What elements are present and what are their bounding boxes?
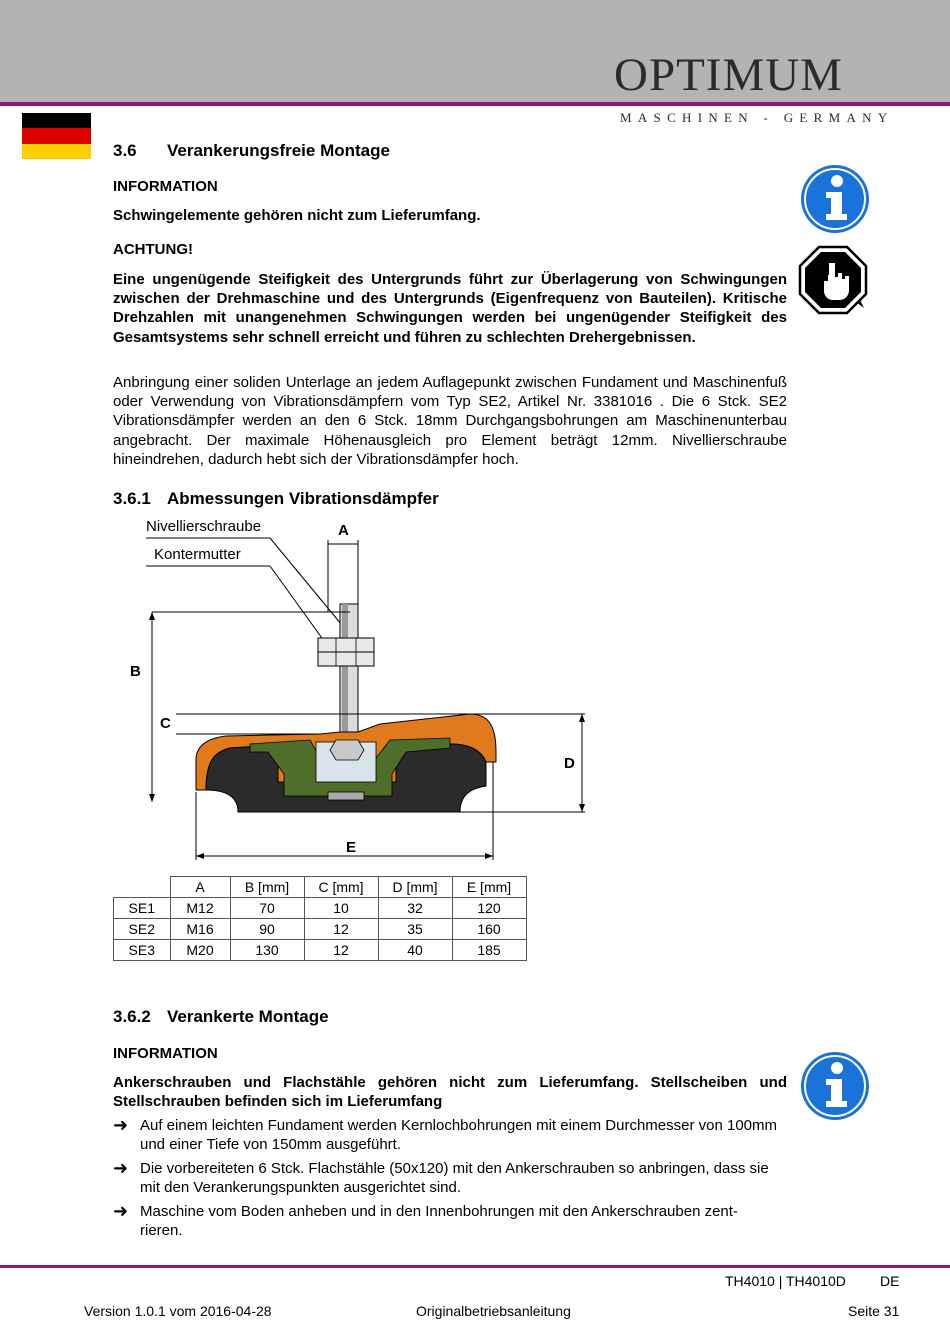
info-text: Schwingelemente gehören nicht zum Lieferumfang. (113, 207, 481, 224)
label-kontermutter: Kontermutter (154, 546, 241, 563)
warning-hand-icon (798, 245, 868, 315)
table-cell: 10 (304, 898, 378, 919)
warning-text: Eine ungenügende Steifigkeit des Untergrunds führt zur Überlagerung von Schwingungen zwischen der Drehmaschine und des Untergrunds (Eigenfrequenz von Bauteilen). Kritische Drehzahlen mit unangenehmen Schwingungen werden bei ungenügender Steifigkeit des Gesamtsystems sehr schnell erreicht und führen zu schlechten Drehergebnissen. (113, 271, 787, 346)
footer-divider (0, 1265, 950, 1268)
table-row (114, 919, 527, 940)
warning-label: ACHTUNG! (113, 241, 193, 258)
list-item-text: Auf einem leichten Fundament werden Kernlochbohrungen mit einem Durchmesser von 100mm und einer Tiefe von 150mm ausgeführt. (140, 1117, 777, 1154)
dim-label-e: E (346, 839, 357, 856)
subsection-number-2: 3.6.2 (113, 1007, 151, 1026)
table-row (114, 898, 527, 919)
table-cell: 70 (230, 898, 304, 919)
table-cell: M12 (170, 898, 230, 919)
subsection-heading-2 (113, 1007, 329, 1027)
flag-stripe-black (22, 113, 91, 128)
dim-label-a: A (338, 522, 349, 539)
list-item (113, 1159, 787, 1197)
table-cell: 32 (378, 898, 452, 919)
arrow-right-icon: ➜ (113, 1158, 129, 1178)
subsection-number: 3.6.1 (113, 489, 151, 508)
table-header-cell: A (170, 877, 230, 898)
brand-subtitle: MASCHINEN - GERMANY (620, 110, 894, 125)
table-cell: 130 (230, 940, 304, 961)
german-flag-icon (22, 113, 91, 159)
dim-label-b: B (130, 663, 141, 680)
header-divider (0, 102, 950, 106)
info-label-2: INFORMATION (113, 1045, 218, 1062)
info-label: INFORMATION (113, 178, 218, 195)
subsection-title: Abmessungen Vibrationsdämpfer (167, 489, 439, 508)
flag-stripe-red (22, 128, 91, 143)
table-cell: M20 (170, 940, 230, 961)
list-item (113, 1116, 787, 1154)
label-nivellierschraube: Nivellierschraube (146, 518, 262, 535)
table-cell: SE2 (114, 919, 171, 940)
subsection-heading (113, 489, 439, 509)
table-cell: 160 (452, 919, 526, 940)
table-cell: 12 (304, 940, 378, 961)
table-cell: 90 (230, 919, 304, 940)
info-icon-2 (800, 1051, 870, 1121)
table-cell: SE1 (114, 898, 171, 919)
flag-stripe-gold (22, 144, 91, 159)
subsection-title-2: Verankerte Montage (167, 1007, 329, 1026)
section-number: 3.6 (113, 141, 137, 160)
table-header-row (114, 877, 527, 898)
footer-version: Version 1.0.1 vom 2016-04-28 (84, 1303, 272, 1319)
dim-label-c: C (160, 715, 171, 732)
table-header-cell: C [mm] (304, 877, 378, 898)
arrow-right-icon: ➜ (113, 1115, 129, 1135)
list-item (113, 1202, 787, 1240)
info-icon (800, 164, 870, 234)
table-cell: 35 (378, 919, 452, 940)
table-header-cell: E [mm] (452, 877, 526, 898)
table-header-cell: B [mm] (230, 877, 304, 898)
list-item-text: Die vorbereiteten 6 Stck. Flachstähle (50x120) mit den Ankerschrauben so anbringen, dass sie mit den Verankerungspunkten ausgerichtet sind. (140, 1160, 769, 1197)
table-cell: SE3 (114, 940, 171, 961)
footer-model: TH4010 | TH4010D (725, 1273, 846, 1289)
arrow-right-icon: ➜ (113, 1201, 129, 1221)
table-header-cell (114, 877, 171, 898)
list-item-text: Maschine vom Boden anheben und in den Innenbohrungen mit den Ankerschrauben zent-rieren. (140, 1203, 738, 1240)
table-cell: 185 (452, 940, 526, 961)
info-text-2: Ankerschrauben und Flachstähle gehören nicht zum Lieferumfang. Stellscheiben und Stellschrauben befinden sich im Lieferumfang (113, 1074, 787, 1111)
footer-document: Originalbetriebsanleitung (416, 1303, 571, 1319)
table-header-cell: D [mm] (378, 877, 452, 898)
dim-label-d: D (564, 755, 575, 772)
brand-logo: OPTIMUM (614, 49, 843, 101)
table-cell: M16 (170, 919, 230, 940)
table-cell: 12 (304, 919, 378, 940)
table-cell: 40 (378, 940, 452, 961)
section-title: Verankerungsfreie Montage (167, 141, 390, 160)
table-row (114, 940, 527, 961)
section-heading (113, 141, 390, 161)
body-paragraph: Anbringung einer soliden Unterlage an jedem Auflagepunkt zwischen Fundament und Maschinenfuß oder Verwendung von Vibrationsdämpfern vom Typ SE2, Artikel Nr. 3381016 . Die 6 Stck. SE2 Vibrationsdämpfer werden an den 6 Stck. 18mm Durchgangsbohrungen am Maschinenunterbau angebracht. Der maximale Höhenausgleich pro Element beträgt 12mm. Nivellierschraube hineindrehen, dadurch hebt sich der Vibrationsdämpfer hoch. (113, 374, 787, 468)
damper-diagram (110, 512, 600, 872)
footer-language: DE (880, 1273, 900, 1289)
footer-page-number: Seite 31 (848, 1303, 900, 1319)
table-cell: 120 (452, 898, 526, 919)
dimensions-table (113, 876, 527, 961)
